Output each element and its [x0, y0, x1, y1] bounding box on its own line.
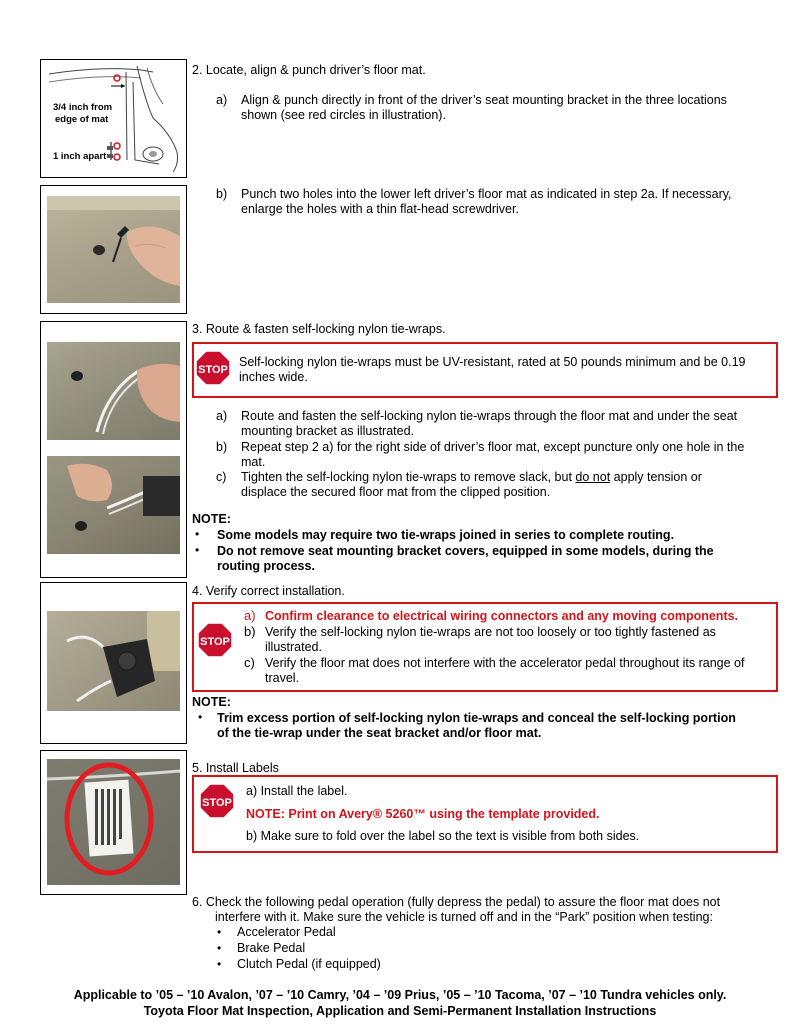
step3-a-line1: Route and fasten the self-locking nylon tie-wraps through the floor mat and under the seat: [241, 409, 738, 423]
footer-document-title: Toyota Floor Mat Inspection, Application and Semi-Permanent Installation Instructions: [143, 1004, 657, 1018]
stop-sign-text: STOP: [198, 364, 228, 376]
photo-installed-label: [47, 759, 180, 885]
step2-a-marker: a): [216, 93, 228, 107]
step3-c-marker: c): [216, 470, 227, 484]
step2-a-line2: shown (see red circles in illustration).: [241, 108, 446, 122]
photo-tie-wrap-box: [40, 321, 187, 578]
step3-b-line2: mat.: [241, 455, 266, 469]
step3-warning-line1: Self-locking nylon tie-wraps must be UV-resistant, rated at 50 pounds minimum and be 0.19: [239, 355, 746, 369]
step6-item-accelerator: Accelerator Pedal: [237, 925, 336, 939]
step3-c-line1: [241, 470, 702, 485]
step4-b-line1: Verify the self-locking nylon tie-wraps are not too loosely or too tightly fastened as: [265, 625, 716, 639]
step4-c-line2: travel.: [265, 671, 300, 685]
photo-routing-tie-wrap: [47, 342, 180, 440]
step3-heading: 3. Route & fasten self-locking nylon tie-wraps.: [192, 322, 446, 336]
label-apart: 1 inch apart: [53, 151, 107, 162]
step6-heading-line1: 6. Check the following pedal operation (fully depress the pedal) to assure the floor mat does not: [192, 895, 721, 909]
step3-c-pre: Tighten the self-locking nylon tie-wraps to remove slack, but: [241, 470, 576, 484]
stop-sign-icon: [199, 783, 235, 819]
step4-b-line2: illustrated.: [265, 640, 322, 654]
step5-a-text: a) Install the label.: [246, 784, 348, 798]
step4-c-line1: Verify the floor mat does not interfere with the accelerator pedal throughout its range of: [265, 656, 745, 670]
step6-bullet2: •: [217, 941, 222, 955]
step5-b-text: b) Make sure to fold over the label so the text is visible from both sides.: [246, 829, 640, 843]
note2-label: NOTE:: [192, 695, 231, 709]
photo-label-box: [40, 750, 187, 895]
note2-item1-line1: Trim excess portion of self-locking nylon tie-wraps and conceal the self-locking portion: [217, 711, 736, 725]
label-edge-line2: edge of mat: [55, 114, 109, 125]
step2-a-line1: Align & punch directly in front of the driver’s seat mounting bracket in the three locations: [241, 93, 727, 107]
step4-c-marker: c): [244, 655, 255, 670]
note2-bullet1: •: [198, 710, 203, 724]
photo-fastening-tie-wrap: [47, 456, 180, 554]
note1-bullet2: •: [195, 543, 200, 557]
photo-punching-floor-mat: [47, 196, 180, 303]
step5-heading: 5. Install Labels: [192, 761, 279, 775]
step4-a-marker: a): [244, 608, 256, 623]
stop-sign-icon: [195, 350, 231, 386]
note1-item2-line2: routing process.: [217, 559, 315, 573]
step6-bullet3: •: [217, 957, 222, 971]
step2-b-line1: Punch two holes into the lower left driver’s floor mat as indicated in step 2a. If necessary,: [241, 187, 732, 201]
step2-heading: 2. Locate, align & punch driver’s floor mat.: [192, 63, 426, 77]
step6-heading-line2: interfere with it. Make sure the vehicle is turned off and in the “Park” position when testing:: [215, 910, 713, 924]
step6-item-clutch: Clutch Pedal (if equipped): [237, 957, 381, 971]
step3-c-line2: displace the secured floor mat from the clipped position.: [241, 485, 551, 499]
step3-c-post: apply tension or: [610, 470, 702, 484]
step3-a-line2: mounting bracket as illustrated.: [241, 424, 415, 438]
step6-item-brake: Brake Pedal: [237, 941, 306, 955]
step5-note: NOTE: Print on Avery® 5260™ using the template provided.: [246, 807, 600, 821]
step6-bullet1: •: [217, 925, 222, 939]
note1-bullet1: •: [195, 527, 200, 541]
label-edge-line1: 3/4 inch from: [53, 102, 113, 113]
step4-b-marker: b): [244, 624, 256, 639]
stop-sign-text: STOP: [200, 636, 230, 648]
photo-punch-box: [40, 185, 187, 314]
step3-b-line1: Repeat step 2 a) for the right side of driver’s floor mat, except puncture only one hole in the: [241, 440, 745, 454]
note1-item2-line1: Do not remove seat mounting bracket covers, equipped in some models, during the: [217, 544, 714, 558]
note1-item1: Some models may require two tie-wraps joined in series to complete routing.: [217, 528, 675, 542]
illustration-mounting-diagram: [40, 59, 187, 178]
photo-verify-installation: [47, 611, 180, 711]
step3-c-underline: do not: [575, 470, 611, 484]
step4-heading: 4. Verify correct installation.: [192, 584, 345, 598]
photo-verify-box: [40, 582, 187, 744]
step3-warning-line2: inches wide.: [239, 370, 308, 384]
stop-sign-text: STOP: [202, 797, 232, 809]
step2-b-line2: enlarge the holes with a thin flat-head screwdriver.: [241, 202, 519, 216]
step3-b-marker: b): [216, 440, 228, 454]
step3-a-marker: a): [216, 409, 228, 423]
stop-sign-icon: [197, 622, 233, 658]
note2-item1-line2: of the tie-wrap under the seat bracket and/or floor mat.: [217, 726, 542, 740]
step4-a-text: Confirm clearance to electrical wiring connectors and any moving components.: [265, 609, 739, 623]
step2-b-marker: b): [216, 187, 228, 201]
note1-label: NOTE:: [192, 512, 231, 526]
footer-applicable-vehicles: Applicable to ’05 – ’10 Avalon, ’07 – ’10 Camry, ’04 – ’09 Prius, ’05 – ’10 Tacoma, ’07 – ’10 Tundra vehicles only.: [73, 988, 727, 1002]
